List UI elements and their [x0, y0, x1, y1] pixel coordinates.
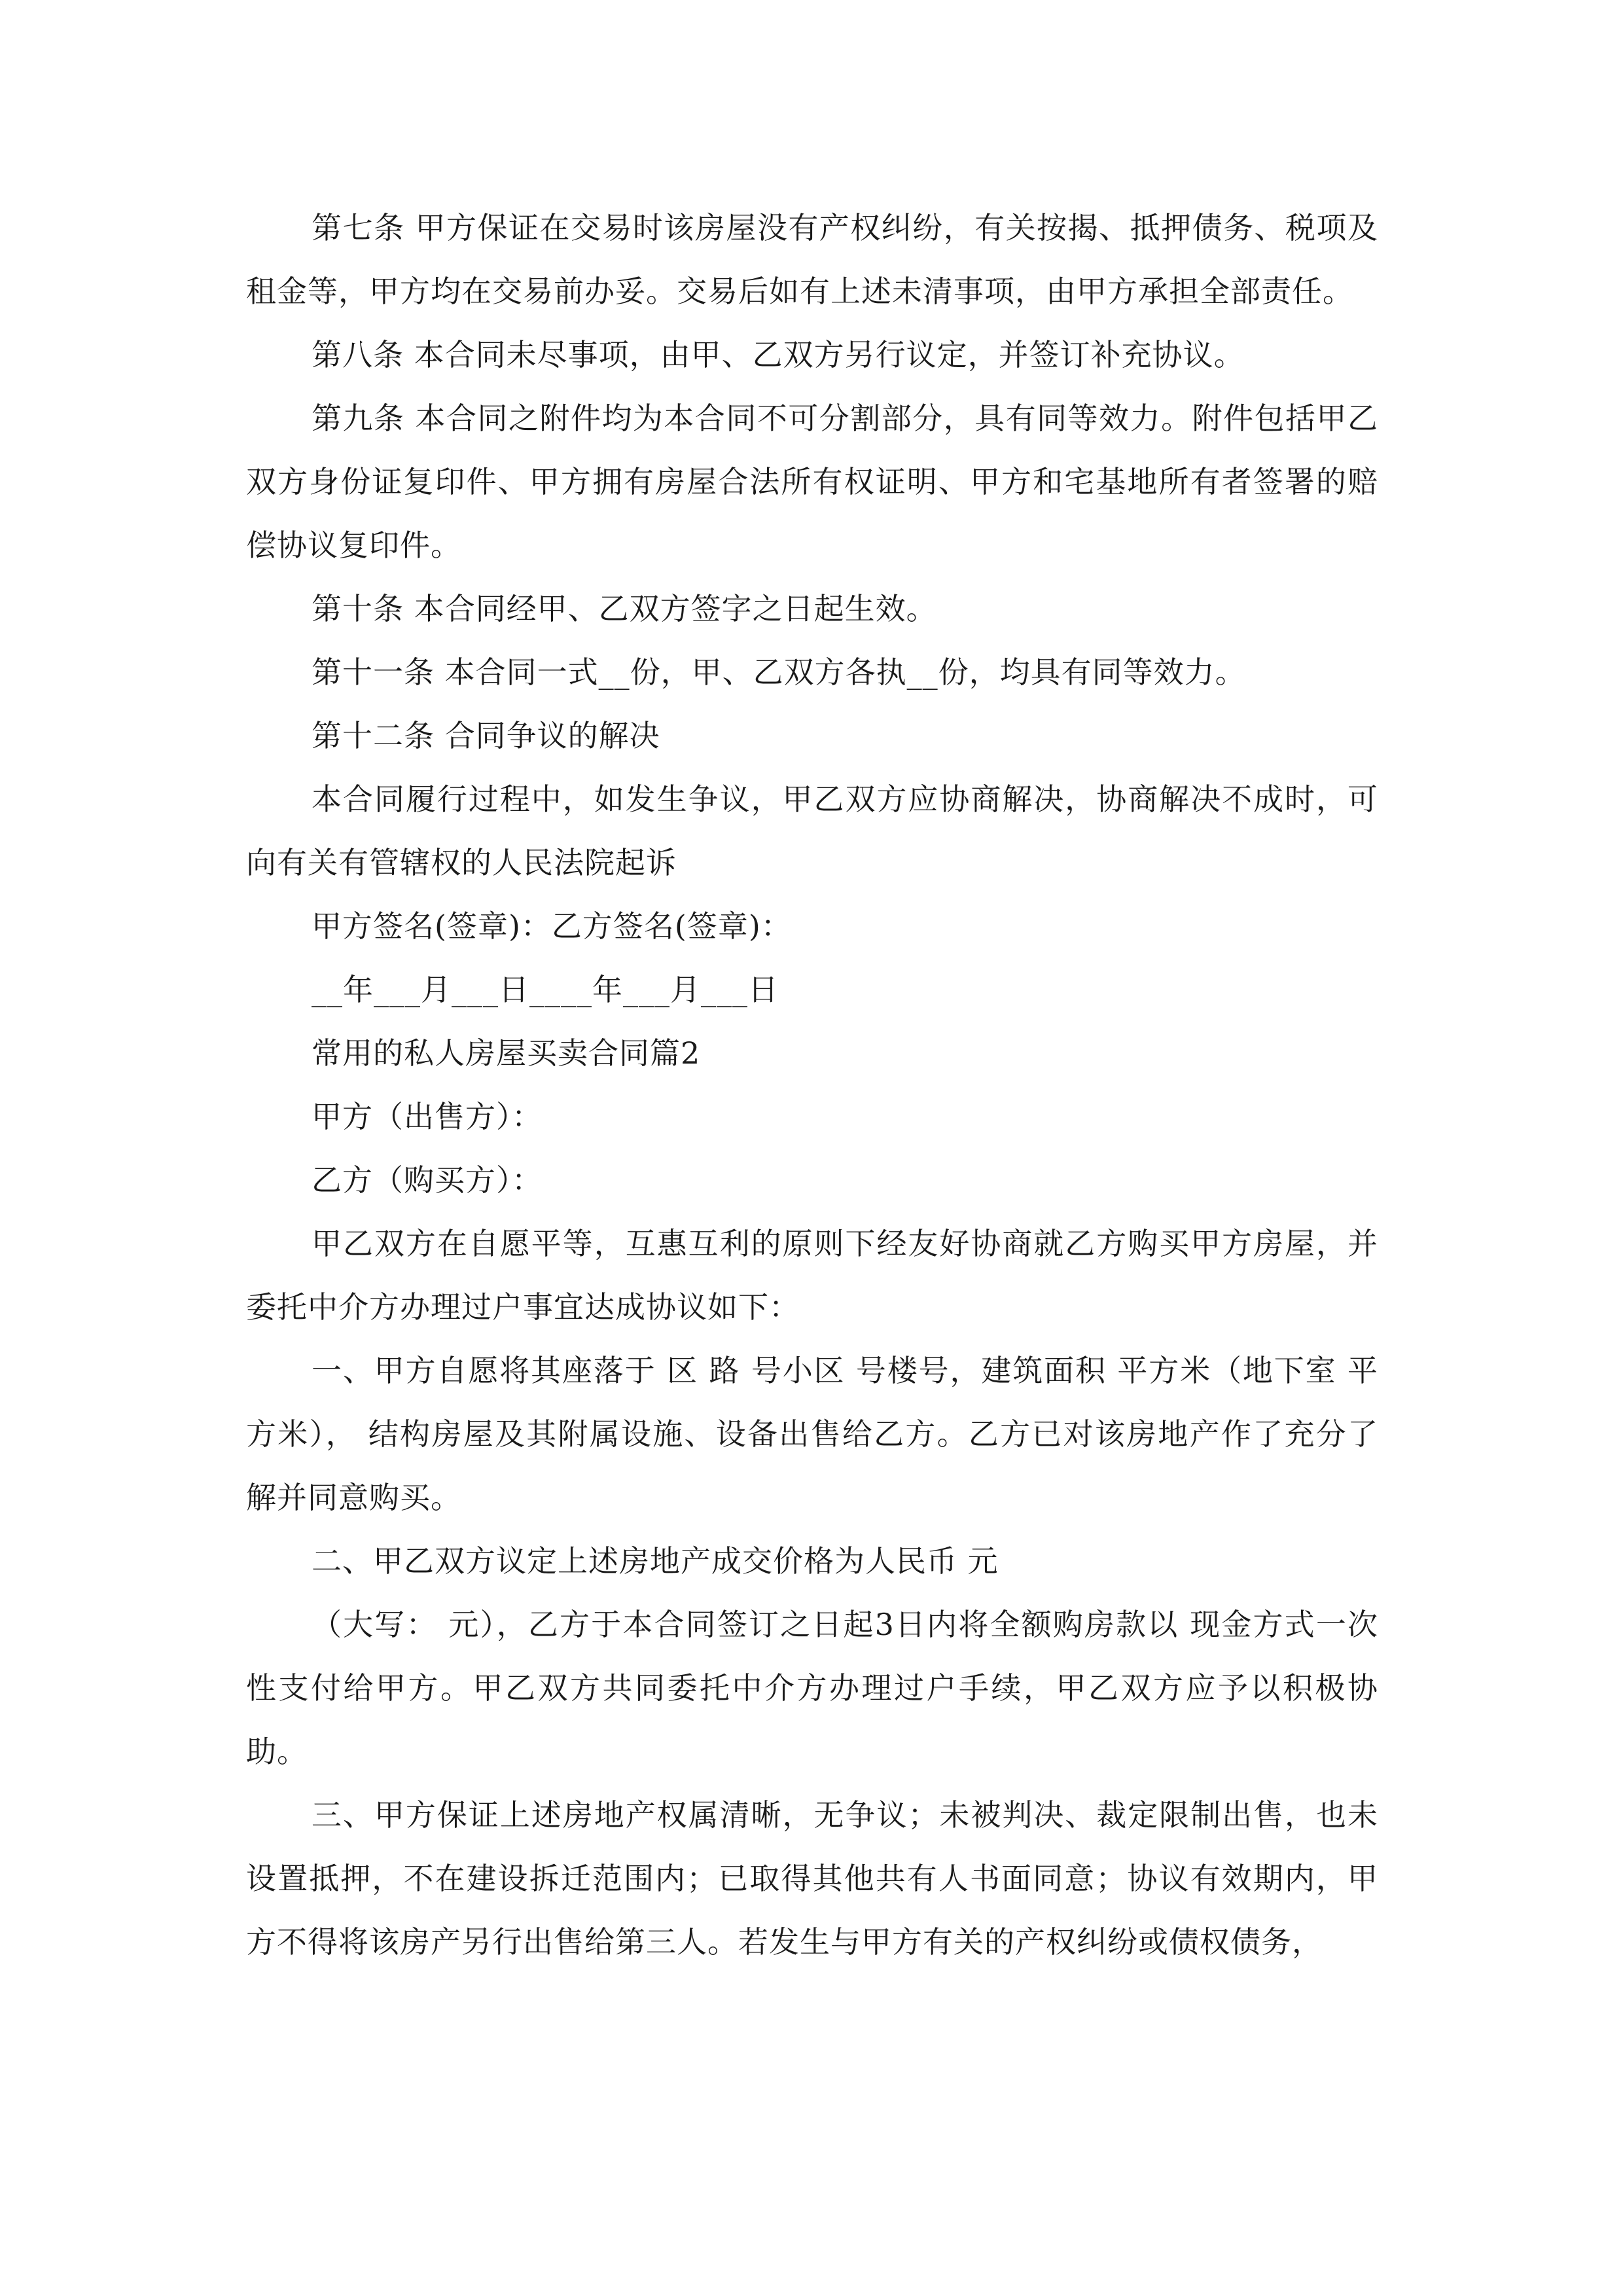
- date-line: __年___月___日____年___月___日: [312, 972, 779, 1007]
- clause-9: 第九条 本合同之附件均为本合同不可分割部分，具有同等效力。附件包括甲乙双方身份证复印件、甲方拥有房屋合法所有权证明、甲方和宅基地所有者签署的赔偿协议复印件。: [246, 401, 1378, 563]
- article-2: 二、甲乙双方议定上述房地产成交价格为人民币 元: [312, 1543, 999, 1579]
- article-3: 三、甲方保证上述房地产权属清晰，无争议；未被判决、裁定限制出售，也未设置抵押，不在建设拆迁范围内；已取得其他共有人书面同意；协议有效期内，甲方不得将该房产另行出售给第三人。若发生与甲方有关的产权纠纷或债权债务，: [246, 1797, 1378, 1960]
- article-2-payment: （大写： 元），乙方于本合同签订之日起3日内将全额购房款以 现金方式一次性支付给甲方。甲乙双方共同委托中介方办理过户手续，甲乙双方应予以积极协助。: [246, 1607, 1378, 1769]
- dispute-resolution-text: 本合同履行过程中，如发生争议，甲乙双方应协商解决，协商解决不成时，可向有关有管辖权的人民法院起诉: [246, 781, 1378, 880]
- clause-10: 第十条 本合同经甲、乙双方签字之日起生效。: [312, 591, 937, 626]
- party-a-seller: 甲方（出售方）：: [312, 1099, 543, 1134]
- party-b-buyer: 乙方（购买方）：: [312, 1162, 543, 1198]
- clause-11: 第十一条 本合同一式__份，甲、乙双方各执__份，均具有同等效力。: [312, 655, 1246, 690]
- section-heading-part-2: 常用的私人房屋买卖合同篇2: [312, 1035, 701, 1071]
- signature-line: 甲方签名(签章)：乙方签名(签章)：: [312, 908, 792, 944]
- article-1: 一、甲方自愿将其座落于 区 路 号小区 号楼号，建筑面积 平方米（地下室 平方米）， 结构房屋及其附属设施、设备出售给乙方。乙方已对该房地产作了充分了解并同意购买。: [246, 1353, 1378, 1515]
- clause-7: 第七条 甲方保证在交易时该房屋没有产权纠纷，有关按揭、抵押债务、税项及租金等，甲方均在交易前办妥。交易后如有上述未清事项，由甲方承担全部责任。: [246, 210, 1378, 309]
- clause-8: 第八条 本合同未尽事项，由甲、乙双方另行议定，并签订补充协议。: [312, 337, 1245, 372]
- document-body: [246, 196, 1378, 1974]
- agreement-preamble: 甲乙双方在自愿平等，互惠互利的原则下经友好协商就乙方购买甲方房屋，并委托中介方办理过户事宜达成协议如下：: [246, 1226, 1378, 1325]
- clause-12-title: 第十二条 合同争议的解决: [312, 718, 660, 753]
